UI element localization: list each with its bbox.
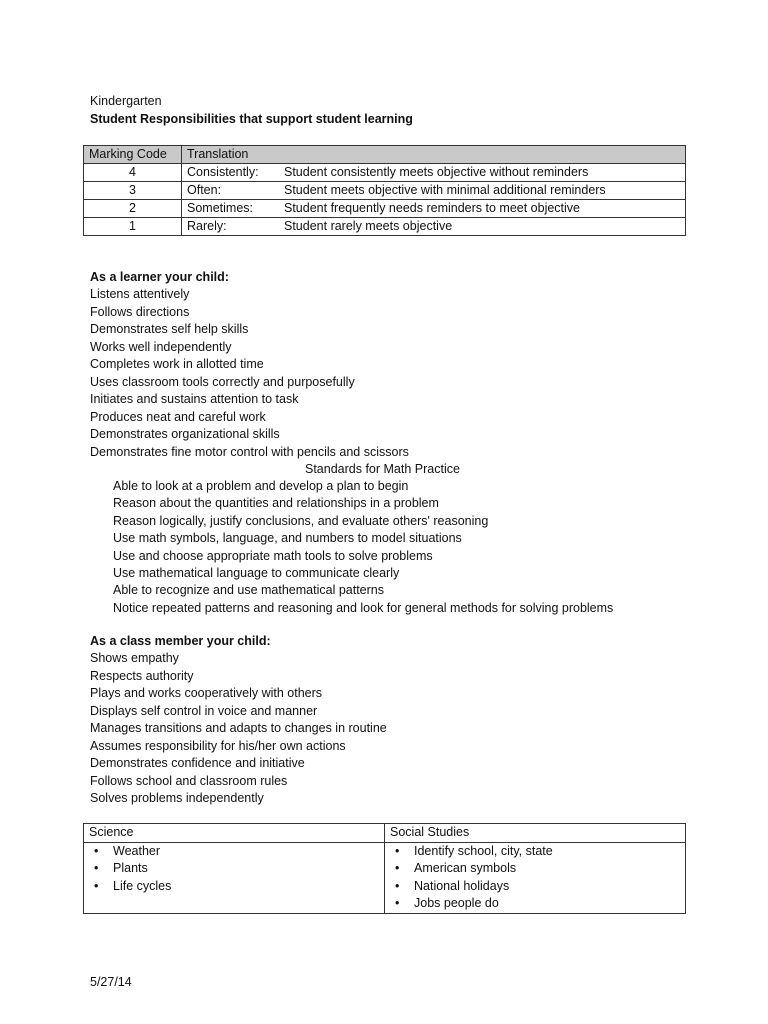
- marking-row: [84, 218, 686, 236]
- math-practice-list: [113, 478, 613, 617]
- translation-term: Sometimes:: [187, 201, 253, 215]
- learner-item: Works well independently: [90, 339, 232, 354]
- science-cell: [84, 842, 385, 913]
- translation-description: Student meets objective with minimal additional reminders: [284, 183, 606, 197]
- class-member-item: Plays and works cooperatively with others: [90, 686, 323, 701]
- learner-item: Listens attentively: [90, 287, 190, 302]
- learner-item: Demonstrates self help skills: [90, 322, 249, 337]
- math-practice-item: Use math symbols, language, and numbers to model situations: [113, 531, 462, 546]
- marking-row: [84, 164, 686, 182]
- social-studies-list: [390, 843, 680, 913]
- social-studies-item: • American symbols: [390, 860, 680, 878]
- social-studies-item: • Jobs people do: [390, 895, 680, 913]
- class-member-item: Assumes responsibility for his/her own actions: [90, 738, 346, 753]
- class-member-heading: As a class member your child:: [90, 634, 271, 648]
- social-studies-item: • National holidays: [390, 878, 680, 896]
- marking-code-header: Marking Code: [84, 146, 182, 164]
- math-practice-item: Notice repeated patterns and reasoning and look for general methods for solving problems: [113, 600, 614, 615]
- social-studies-item: • Identify school, city, state: [390, 843, 680, 861]
- learner-item: Completes work in allotted time: [90, 357, 264, 372]
- science-item: • Life cycles: [89, 878, 379, 896]
- translation-cell: [182, 218, 686, 236]
- translation-description: Student frequently needs reminders to meet objective: [284, 201, 581, 215]
- learner-item: Follows directions: [90, 304, 190, 319]
- class-member-item: Solves problems independently: [90, 791, 264, 806]
- subjects-table: [83, 823, 686, 914]
- translation-cell: [182, 182, 686, 200]
- marking-code-cell: 4: [84, 164, 182, 182]
- learner-item: Demonstrates fine motor control with pencils and scissors: [90, 444, 409, 459]
- marking-table-header: [84, 146, 686, 164]
- learner-item: Initiates and sustains attention to task: [90, 392, 299, 407]
- translation-term: Rarely:: [187, 219, 227, 233]
- class-member-item: Shows empathy: [90, 651, 179, 666]
- translation-cell: [182, 200, 686, 218]
- translation-cell: [182, 164, 686, 182]
- math-practice-item: Able to recognize and use mathematical patterns: [113, 583, 384, 598]
- science-item: • Weather: [89, 843, 379, 861]
- social-studies-cell: [385, 842, 686, 913]
- translation-header: Translation: [182, 146, 686, 164]
- learner-section: [90, 269, 409, 461]
- math-practice-item: Use mathematical language to communicate clearly: [113, 566, 400, 581]
- class-member-item: Follows school and classroom rules: [90, 773, 288, 788]
- document-subtitle: Student Responsibilities that support student learning: [90, 112, 413, 126]
- marking-row: [84, 200, 686, 218]
- marking-code-table: [83, 145, 686, 236]
- learner-heading: As a learner your child:: [90, 270, 229, 284]
- class-member-section: [90, 633, 387, 808]
- marking-code-cell: 1: [84, 218, 182, 236]
- translation-term: Often:: [187, 183, 222, 197]
- math-practice-item: Able to look at a problem and develop a plan to begin: [113, 479, 409, 493]
- class-member-item: Respects authority: [90, 668, 194, 683]
- class-member-item: Manages transitions and adapts to changes in routine: [90, 721, 387, 736]
- class-member-item: Demonstrates confidence and initiative: [90, 756, 305, 771]
- science-list: [89, 843, 379, 896]
- learner-item: Produces neat and careful work: [90, 409, 266, 424]
- translation-description: Student rarely meets objective: [284, 219, 453, 233]
- subjects-header-row: [84, 824, 686, 843]
- math-practice-item: Reason about the quantities and relationships in a problem: [113, 496, 439, 511]
- learner-item: Uses classroom tools correctly and purposefully: [90, 374, 355, 389]
- translation-term: Consistently:: [187, 165, 259, 179]
- translation-description: Student consistently meets objective without reminders: [284, 165, 589, 179]
- math-practice-title: Standards for Math Practice: [305, 462, 460, 476]
- math-practice-item: Reason logically, justify conclusions, and evaluate others' reasoning: [113, 513, 489, 528]
- math-practice-item: Use and choose appropriate math tools to solve problems: [113, 548, 433, 563]
- learner-item: Demonstrates organizational skills: [90, 427, 280, 442]
- footer-date: 5/27/14: [90, 975, 132, 989]
- subjects-content-row: [84, 842, 686, 913]
- social-studies-header: Social Studies: [385, 824, 686, 843]
- science-item: • Plants: [89, 860, 379, 878]
- class-member-item: Displays self control in voice and manner: [90, 703, 318, 718]
- science-header: Science: [84, 824, 385, 843]
- marking-code-cell: 2: [84, 200, 182, 218]
- marking-code-cell: 3: [84, 182, 182, 200]
- marking-row: [84, 182, 686, 200]
- document-grade-title: Kindergarten: [90, 94, 162, 108]
